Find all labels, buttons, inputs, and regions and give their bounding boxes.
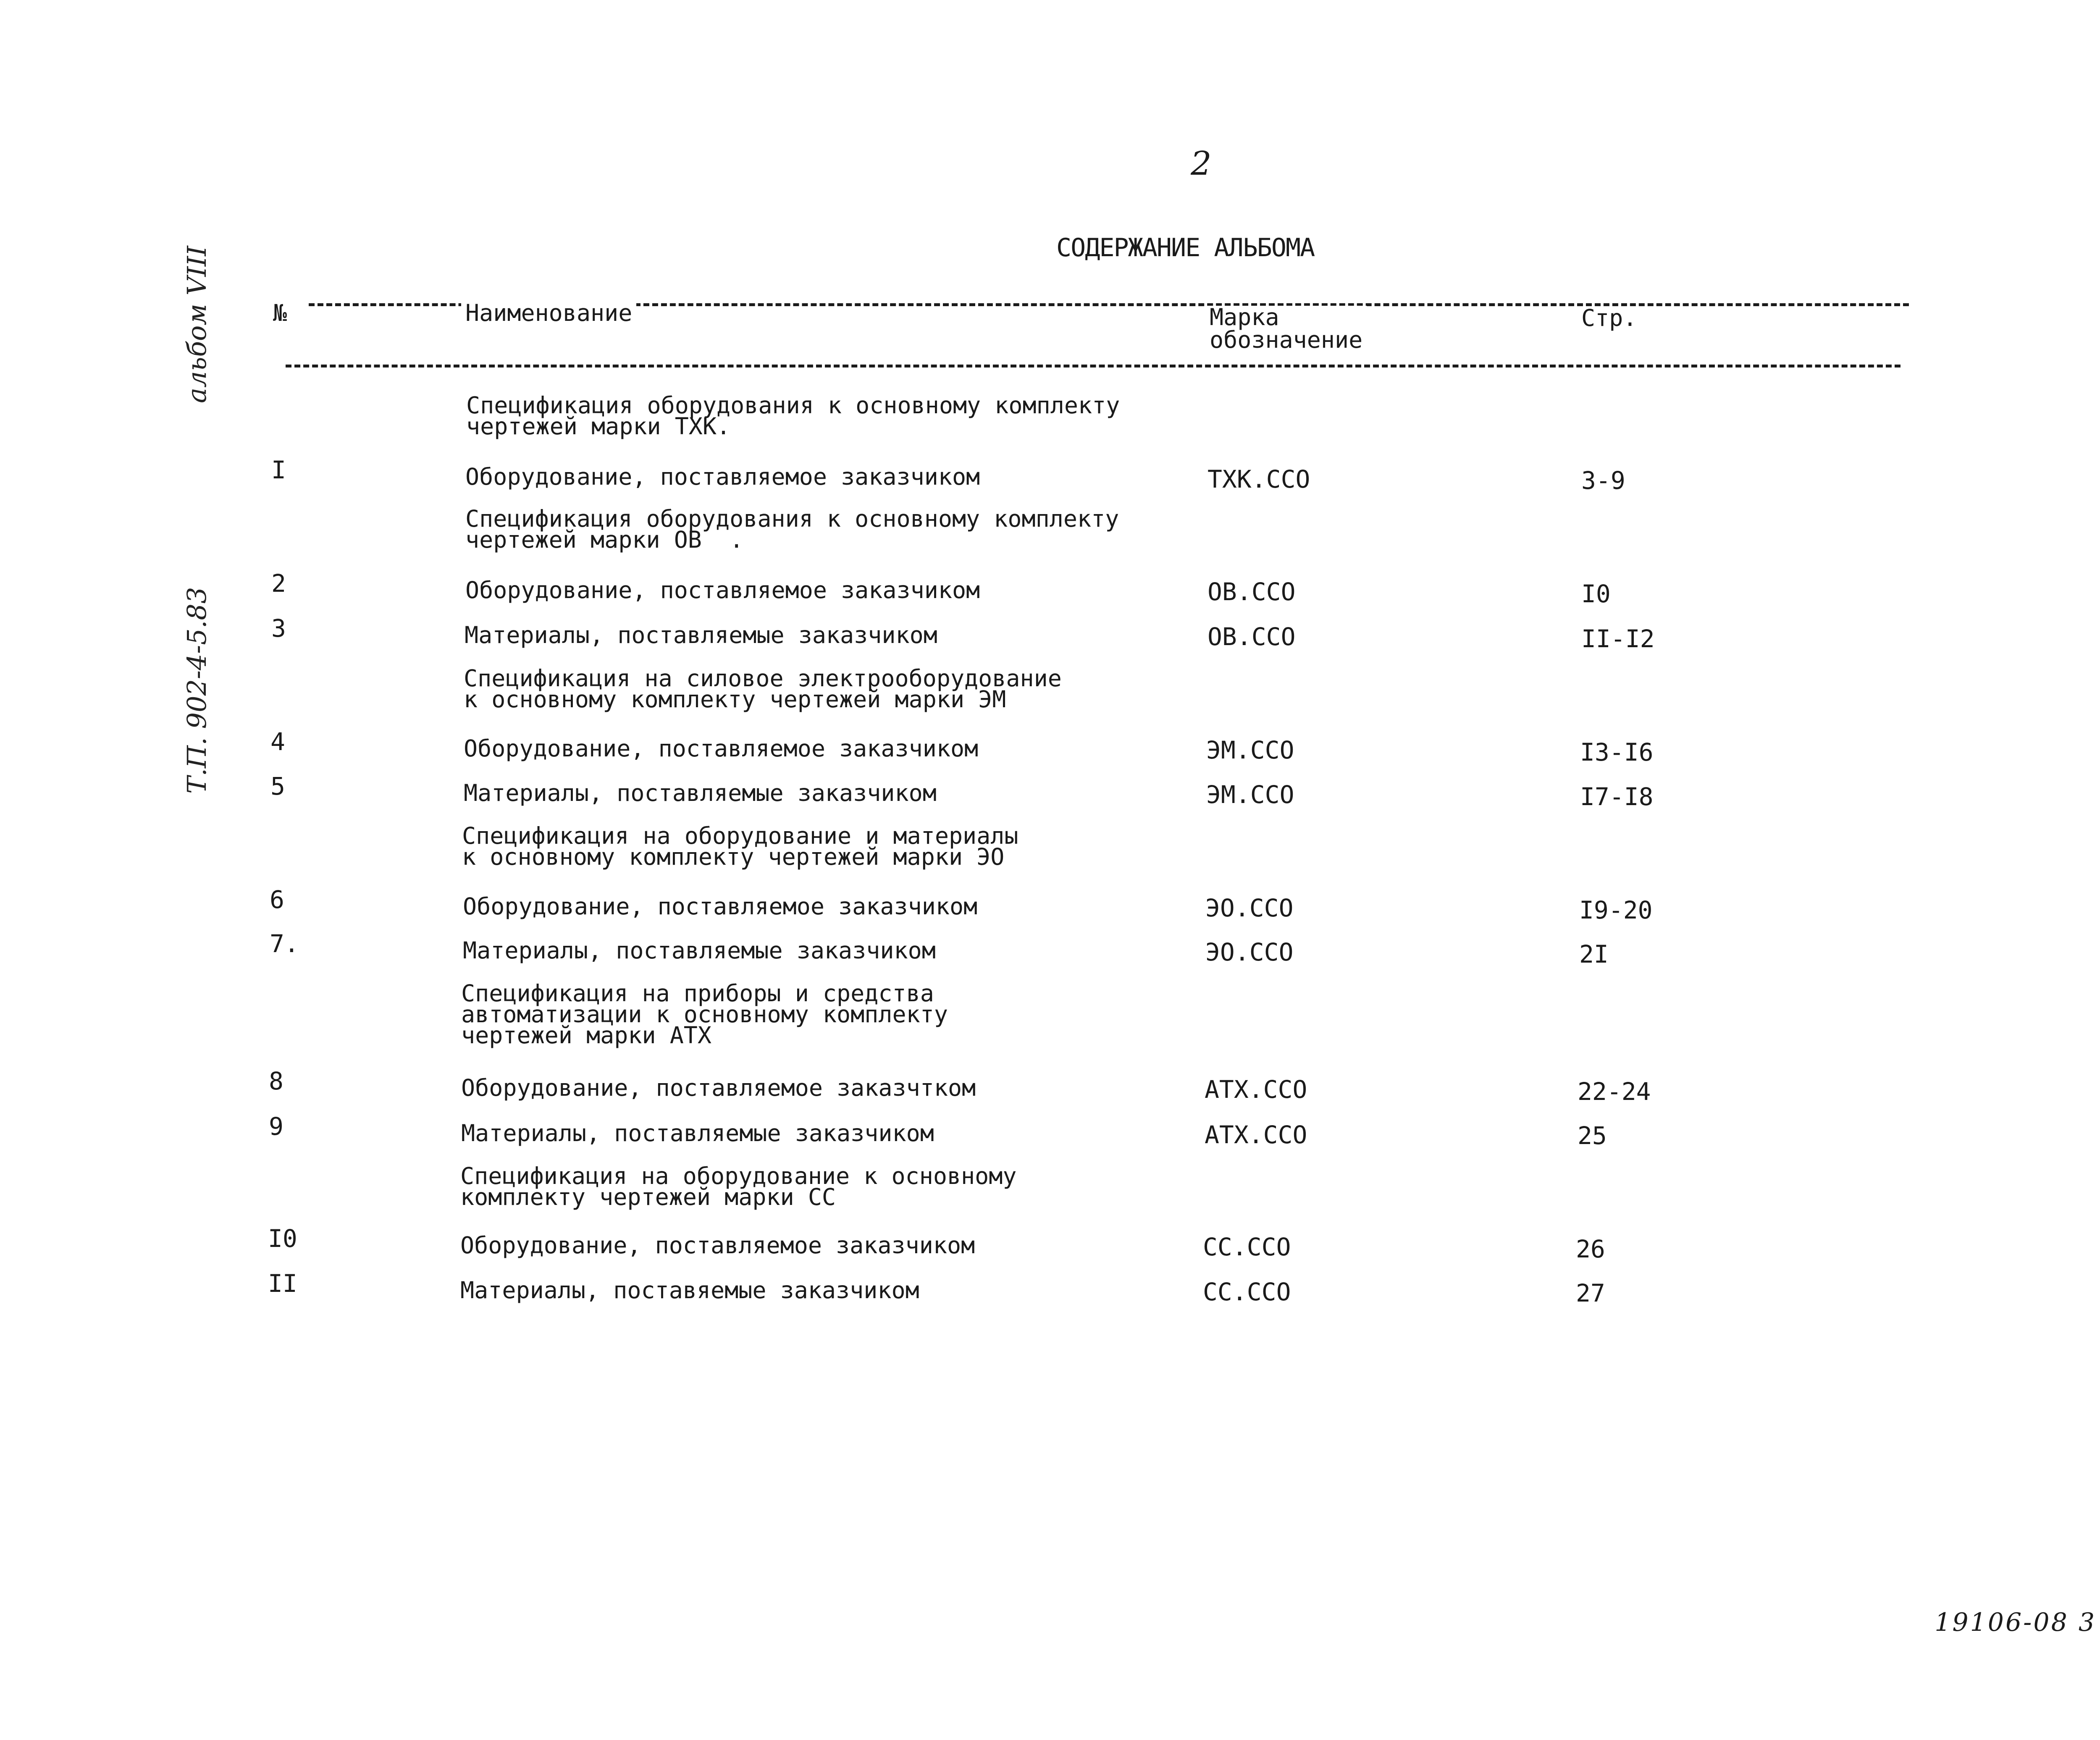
header-rule-bottom xyxy=(286,365,1900,367)
column-header-page: Стр. xyxy=(1577,307,1641,329)
footer-code: 19106-08 3 xyxy=(1935,1608,2096,1637)
section-heading: Спецификация на оборудование и материалы к основному комплекту чертежей марки ЭО xyxy=(462,822,1018,870)
document-title: СОДЕРЖАНИЕ АЛЬБОМА xyxy=(1056,233,1315,262)
row-name: Оборудование, поставляемое заказчиком xyxy=(465,577,980,604)
row-name: Оборудование, поставляемое заказчиком xyxy=(460,1232,975,1259)
row-mark: ОВ.ССО xyxy=(1208,577,1296,606)
row-mark: ОВ.ССО xyxy=(1208,622,1296,651)
row-mark: ЭМ.ССО xyxy=(1206,736,1294,764)
column-header-mark-line2: обозначение xyxy=(1210,326,1363,353)
row-mark: СС.ССО xyxy=(1203,1233,1291,1261)
section-heading: Спецификация оборудования к основному комплекту чертежей марки ОВ . xyxy=(465,505,1119,553)
page-number: 2 xyxy=(1191,145,1212,183)
row-mark: ЭМ.ССО xyxy=(1206,780,1294,809)
column-header-mark-line1: Марка xyxy=(1210,304,1279,331)
column-header-name: Наименование xyxy=(461,302,636,324)
section-heading: Спецификация оборудования к основному комплекту чертежей марки ТХК. xyxy=(466,392,1120,440)
row-name: Оборудование, поставляемое заказчиком xyxy=(464,735,979,762)
row-name: Оборудование, поставляемое заказчиком xyxy=(465,463,980,490)
column-header-number: № xyxy=(269,302,291,324)
row-page: I7-I8 xyxy=(1580,782,1654,811)
row-mark: АТХ.ССО xyxy=(1205,1121,1307,1149)
row-name: Оборудование, поставляемое заказчтком xyxy=(461,1074,976,1101)
section-heading: Спецификация на силовое электрооборудование к основному комплекту чертежей марки ЭМ xyxy=(464,665,1062,713)
side-label-album: альбом VIII xyxy=(181,246,212,403)
row-name: Материалы, поставляемые заказчиком xyxy=(461,1120,934,1147)
row-number: 7. xyxy=(270,929,299,958)
row-number: 8 xyxy=(269,1067,284,1095)
row-number: 2 xyxy=(271,569,286,598)
row-number: 3 xyxy=(271,614,286,643)
row-number: I0 xyxy=(268,1224,297,1253)
row-page: II-I2 xyxy=(1581,625,1655,653)
row-mark: СС.ССО xyxy=(1203,1278,1291,1306)
column-header-mark xyxy=(1205,306,1367,351)
row-number: II xyxy=(268,1269,297,1298)
row-number: 4 xyxy=(270,727,285,756)
row-name: Материалы, поставляемые заказчиком xyxy=(463,937,936,964)
row-page: 2I xyxy=(1579,940,1609,968)
row-name: Оборудование, поставляемое заказчиком xyxy=(463,893,978,920)
row-page: I9-20 xyxy=(1579,896,1653,924)
row-mark: ТХК.ССО xyxy=(1208,465,1310,493)
row-page: 22-24 xyxy=(1578,1077,1651,1106)
section-heading: Спецификация на приборы и средства автоматизации к основному комплекту чертежей марки АТХ xyxy=(461,980,948,1049)
row-number: 9 xyxy=(269,1112,284,1141)
side-label-project-code: Т.П. 902-4-5.83 xyxy=(181,587,212,794)
row-page: 3-9 xyxy=(1581,466,1625,495)
row-mark: ЭО.ССО xyxy=(1205,938,1294,966)
row-page: 26 xyxy=(1576,1235,1605,1263)
row-name: Материалы, поставяемые заказчиком xyxy=(460,1277,919,1304)
row-number: 6 xyxy=(270,885,284,914)
row-mark: ЭО.ССО xyxy=(1205,894,1294,922)
row-number: I xyxy=(271,456,286,484)
row-page: I0 xyxy=(1581,580,1611,608)
section-heading: Спецификация на оборудование к основному комплекту чертежей марки СС xyxy=(460,1163,1017,1210)
row-name: Материалы, поставляемые заказчиком xyxy=(465,622,937,648)
row-page: I3-I6 xyxy=(1580,738,1654,766)
row-mark: АТХ.ССО xyxy=(1205,1075,1307,1104)
row-number: 5 xyxy=(270,772,285,800)
row-page: 27 xyxy=(1576,1279,1605,1307)
row-name: Материалы, поставляемые заказчиком xyxy=(464,779,937,806)
row-page: 25 xyxy=(1578,1121,1607,1150)
